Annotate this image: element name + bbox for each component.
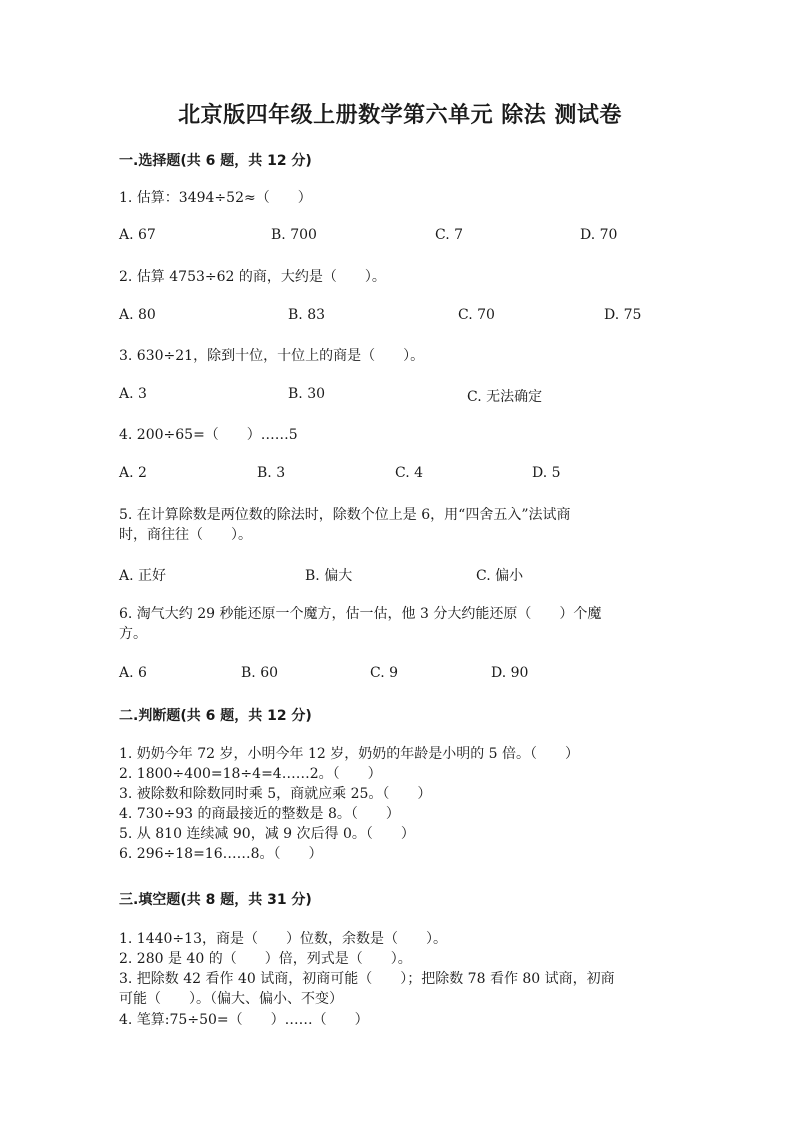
question-1-options: [119, 227, 719, 247]
option-d[interactable]: D. 70: [580, 227, 618, 243]
judgement-item-5: 5. 从 810 连续减 90，减 9 次后得 0。（ ）: [119, 826, 415, 842]
option-b[interactable]: B. 30: [288, 386, 326, 402]
question-2-options: [119, 307, 719, 327]
fill-item-4: 4. 笔算:75÷50=（ ）……（ ）: [119, 1012, 369, 1028]
option-b[interactable]: B. 83: [288, 307, 326, 323]
option-d[interactable]: D. 75: [604, 307, 642, 323]
option-a[interactable]: A. 正好: [119, 568, 167, 584]
question-5-stem-line2: 时，商往往（ ）。: [119, 527, 252, 543]
page-title: 北京版四年级上册数学第六单元 除法 测试卷: [178, 103, 622, 128]
judgement-item-2: 2. 1800÷400=18÷4=4……2。（ ）: [119, 766, 382, 782]
fill-item-1: 1. 1440÷13，商是（ ）位数，余数是（ ）。: [119, 931, 447, 947]
fill-item-3-line2: 可能（ ）。（偏大、偏小、不变）: [119, 991, 343, 1007]
judgement-item-6: 6. 296÷18=16……8。（ ）: [119, 846, 323, 862]
question-6-options: [119, 665, 719, 685]
option-c[interactable]: C. 偏小: [476, 568, 524, 584]
question-5-stem-line1: 5. 在计算除数是两位数的除法时，除数个位上是 6，用“四舍五入”法试商: [119, 507, 571, 523]
judgement-item-3: 3. 被除数和除数同时乘 5，商就应乘 25。（ ）: [119, 786, 432, 802]
option-d[interactable]: D. 5: [532, 465, 561, 481]
option-a[interactable]: A. 80: [119, 307, 156, 323]
option-c[interactable]: C. 70: [458, 307, 495, 323]
option-b[interactable]: B. 3: [257, 465, 286, 481]
option-b[interactable]: B. 60: [241, 665, 279, 681]
section-heading-true-false: 二.判断题(共 6 题，共 12 分): [119, 708, 312, 724]
option-a[interactable]: A. 6: [119, 665, 147, 681]
judgement-item-1: 1. 奶奶今年 72 岁，小明今年 12 岁，奶奶的年龄是小明的 5 倍。（ ）: [119, 746, 580, 762]
fill-item-3-line1: 3. 把除数 42 看作 40 试商，初商可能（ ）；把除数 78 看作 80 试商，初商: [119, 971, 615, 987]
option-c[interactable]: C. 4: [395, 465, 424, 481]
option-b[interactable]: B. 700: [271, 227, 317, 243]
option-b[interactable]: B. 偏大: [305, 568, 353, 584]
question-2-stem: 2. 估算 4753÷62 的商，大约是（ ）。: [119, 269, 386, 285]
option-a[interactable]: A. 67: [119, 227, 156, 243]
question-6-stem-line2: 方。: [119, 626, 147, 642]
option-a[interactable]: A. 3: [119, 386, 147, 402]
option-c[interactable]: C. 7: [435, 227, 464, 243]
option-c[interactable]: C. 无法确定: [467, 389, 543, 405]
question-3-options: [119, 386, 719, 406]
question-5-options: [119, 565, 719, 585]
judgement-item-4: 4. 730÷93 的商最接近的整数是 8。（ ）: [119, 806, 400, 822]
question-4-options: [119, 465, 719, 485]
question-3-stem: 3. 630÷21，除到十位，十位上的商是（ ）。: [119, 348, 425, 364]
option-d[interactable]: D. 90: [491, 665, 529, 681]
option-a[interactable]: A. 2: [119, 465, 147, 481]
question-1-stem: 1. 估算：3494÷52≈（ ）: [119, 190, 312, 206]
question-4-stem: 4. 200÷65=（ ）……5: [119, 427, 298, 443]
question-6-stem-line1: 6. 淘气大约 29 秒能还原一个魔方，估一估，他 3 分大约能还原（ ）个魔: [119, 606, 602, 622]
option-c[interactable]: C. 9: [370, 665, 399, 681]
section-heading-fill-in: 三.填空题(共 8 题，共 31 分): [119, 892, 312, 908]
section-heading-choice: 一.选择题(共 6 题，共 12 分): [119, 153, 312, 169]
fill-item-2: 2. 280 是 40 的（ ）倍，列式是（ ）。: [119, 951, 412, 967]
